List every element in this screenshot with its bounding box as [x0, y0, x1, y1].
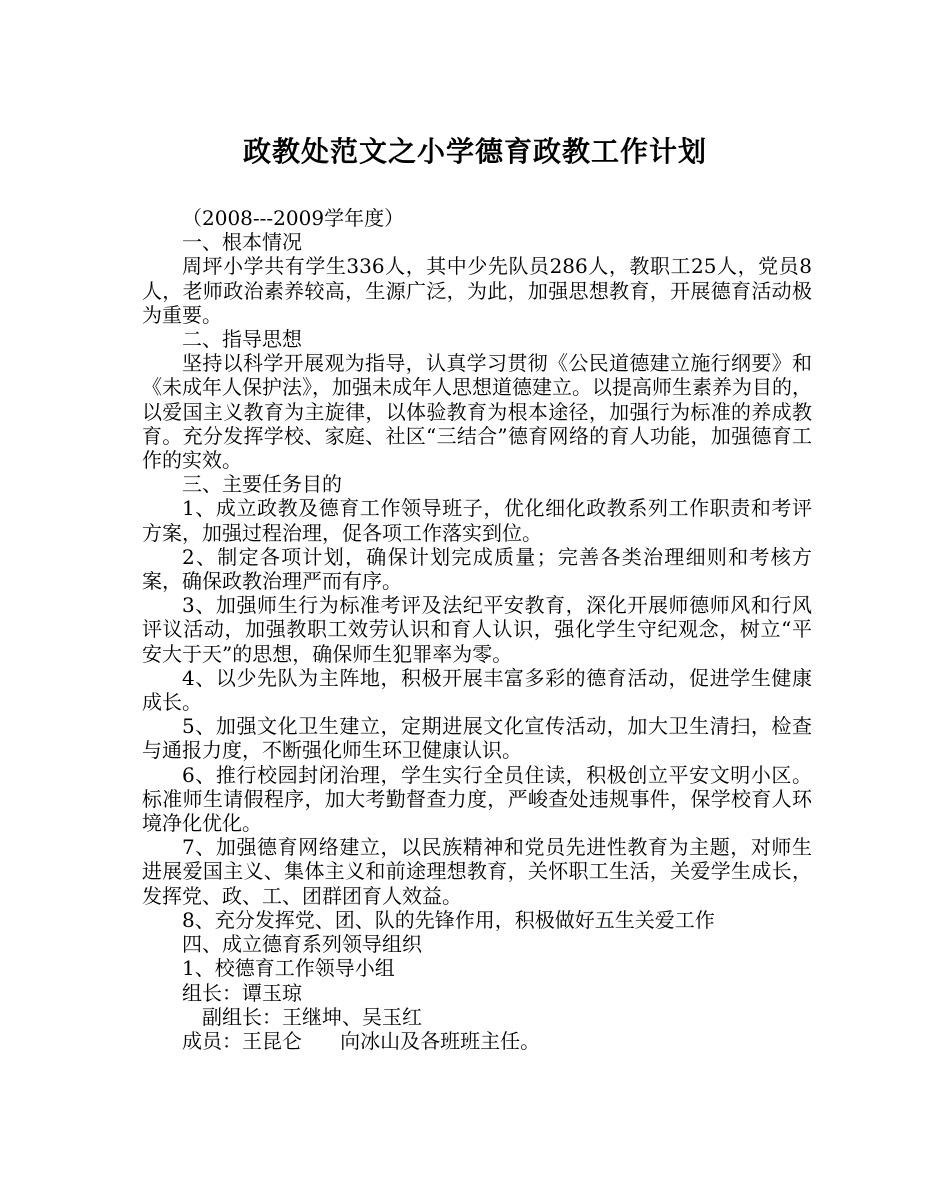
deputy-leader-line: 副组长：王继坤、吴玉红: [202, 1004, 422, 1029]
task-item-1: 1、成立政教及德育工作领导班子，优化细化政教系列工作职责和考评方案，加强过程治理，促各项工作落实到位。: [142, 496, 812, 545]
task-item-4: 4、以少先队为主阵地，积极开展丰富多彩的德育活动，促进学生健康成长。: [142, 665, 812, 715]
school-year-line: （2008---2009学年度）: [182, 206, 405, 230]
section-heading-leadership: 四、成立德育系列领导组织: [182, 932, 422, 957]
task-item-7: 7、加强德育网络建立，以民族精神和党员先进性教育为主题，对师生进展爱国主义、集体主义和前途理想教育，关怀职工生活，关爱学生成长，发挥党、政、工、团群团育人效益。: [142, 835, 812, 908]
members-line: 成员：王昆仑 向冰山及各班班主任。: [182, 1028, 541, 1053]
document-body: [142, 206, 812, 1053]
section-heading-basic-situation: 一、根本情况: [182, 230, 302, 255]
group-leader-line: 组长：谭玉琼: [182, 980, 302, 1005]
section-heading-guiding-thought: 二、指导思想: [182, 327, 302, 352]
section-heading-main-tasks: 三、主要任务目的: [182, 472, 342, 497]
task-item-8: 8、充分发挥党、团、队的先锋作用，积极做好五生关爱工作: [182, 907, 715, 932]
task-item-2: 2、制定各项计划，确保计划完成质量；完善各类治理细则和考核方案，确保政教治理严而有序。: [142, 544, 812, 594]
subsection-leading-group: 1、校德育工作领导小组: [182, 956, 395, 981]
paragraph-guiding-thought: 坚持以科学开展观为指导，认真学习贯彻《公民道德建立施行纲要》和《未成年人保护法》，加强未成年人思想道德建立。以提高师生素养为目的，以爱国主义教育为主旋律，以体验教育为根本途径，加强行为标准的养成教育。充分发挥学校、家庭、社区“三结合”德育网络的育人功能，加强德育工作的实效。: [142, 351, 812, 473]
document-title: 政教处范文之小学德育政教工作计划: [242, 135, 707, 168]
task-item-5: 5、加强文化卫生建立，定期进展文化宣传活动，加大卫生清扫，检查与通报力度，不断强化师生环卫健康认识。: [142, 714, 812, 763]
paragraph-basic-situation: 周坪小学共有学生336人，其中少先队员286人，教职工25人，党员8人，老师政治素养较高，生源广泛，为此，加强思想教育，开展德育活动极为重要。: [142, 254, 812, 327]
task-item-3: 3、加强师生行为标准考评及法纪平安教育，深化开展师德师风和行风评议活动，加强教职工效劳认识和育人认识，强化学生守纪观念，树立“平安大于天”的思想，确保师生犯罪率为零。: [142, 593, 812, 666]
task-item-6: 6、推行校园封闭治理，学生实行全员住读，积极创立平安文明小区。标准师生请假程序，加大考勤督查力度，严峻查处违规事件，保学校育人环境净化优化。: [142, 762, 812, 836]
